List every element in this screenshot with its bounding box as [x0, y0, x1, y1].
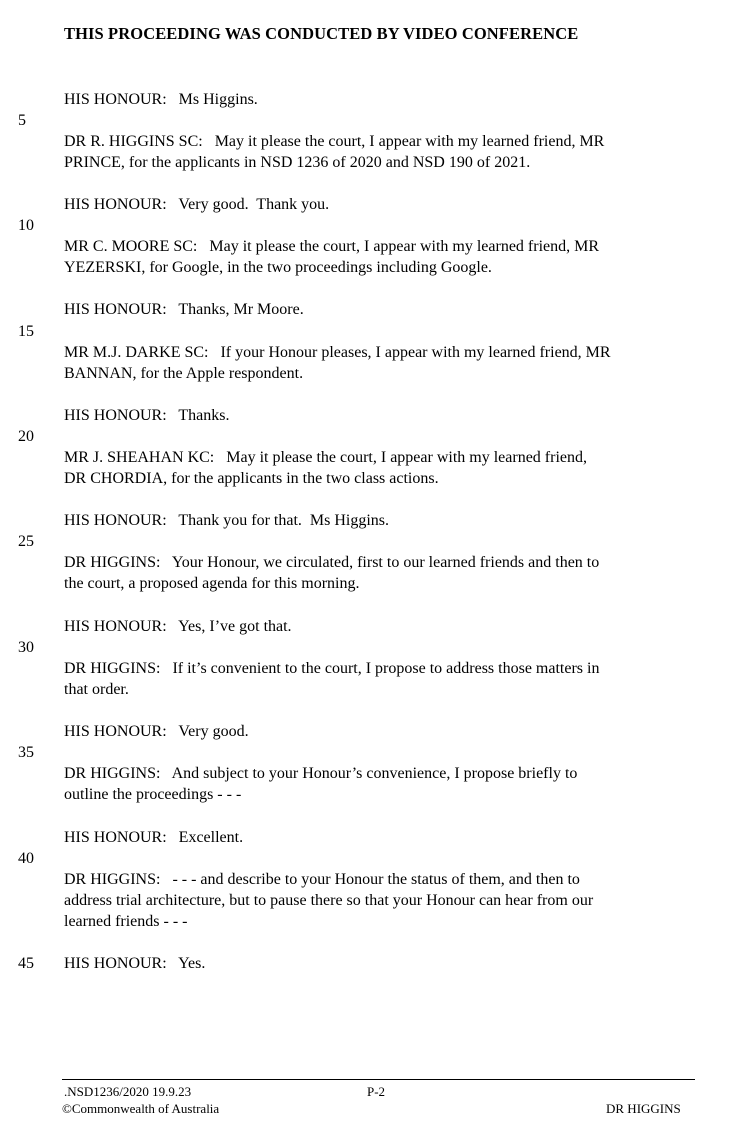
- line-number: 45: [18, 955, 34, 972]
- footer-rule: [62, 1079, 695, 1080]
- line-number: 30: [18, 639, 34, 656]
- transcript-paragraph: DR HIGGINS: - - - and describe to your Honour the status of them, and then to address trial architecture, but to pause there so that your Honour can hear from our learned friends - - -: [64, 871, 594, 930]
- line-number: 5: [18, 112, 26, 129]
- line-number: 25: [18, 533, 34, 550]
- footer-page-number: P-2: [367, 1084, 386, 1099]
- line-number: 20: [18, 428, 34, 445]
- transcript-paragraph: DR R. HIGGINS SC: May it please the court, I appear with my learned friend, MR PRINCE, for the applicants in NSD 1236 of 2020 and NSD 190 of 2021.: [64, 133, 605, 171]
- transcript-paragraph: DR HIGGINS: And subject to your Honour’s convenience, I propose briefly to outline the proceedings - - -: [64, 765, 578, 803]
- transcript-paragraph: HIS HONOUR: Excellent.: [64, 829, 244, 846]
- transcript-paragraph: HIS HONOUR: Very good. Thank you.: [64, 196, 330, 213]
- footer-speaker: DR HIGGINS: [606, 1101, 681, 1116]
- transcript-paragraph: MR M.J. DARKE SC: If your Honour pleases, I appear with my learned friend, MR BANNAN, for the Apple respondent.: [64, 344, 611, 382]
- transcript-paragraph: HIS HONOUR: Very good.: [64, 723, 249, 740]
- page-heading: THIS PROCEEDING WAS CONDUCTED BY VIDEO CONFERENCE: [64, 24, 579, 43]
- transcript-paragraph: HIS HONOUR: Ms Higgins.: [64, 91, 258, 108]
- line-number: 15: [18, 323, 34, 340]
- transcript-paragraph: MR C. MOORE SC: May it please the court, I appear with my learned friend, MR YEZERSKI, for Google, in the two proceedings including Google.: [64, 238, 600, 276]
- line-number: 35: [18, 744, 34, 761]
- transcript-paragraph: HIS HONOUR: Thanks, Mr Moore.: [64, 301, 304, 318]
- transcript-paragraph: HIS HONOUR: Thanks.: [64, 407, 230, 424]
- transcript-paragraph: HIS HONOUR: Yes.: [64, 955, 206, 972]
- line-number: 10: [18, 217, 34, 234]
- footer-matter: .NSD1236/2020 19.9.23: [64, 1084, 192, 1099]
- footer-copyright: ©Commonwealth of Australia: [62, 1101, 220, 1116]
- transcript-paragraph: DR HIGGINS: If it’s convenient to the court, I propose to address those matters in that order.: [64, 660, 600, 698]
- line-number: 40: [18, 850, 34, 867]
- transcript-paragraph: MR J. SHEAHAN KC: May it please the court, I appear with my learned friend, DR CHORDIA, for the applicants in the two class actions.: [64, 449, 587, 487]
- transcript-paragraph: DR HIGGINS: Your Honour, we circulated, first to our learned friends and then to the court, a proposed agenda for this morning.: [64, 554, 600, 592]
- transcript-paragraph: HIS HONOUR: Yes, I’ve got that.: [64, 618, 292, 635]
- transcript-paragraph: HIS HONOUR: Thank you for that. Ms Higgins.: [64, 512, 390, 529]
